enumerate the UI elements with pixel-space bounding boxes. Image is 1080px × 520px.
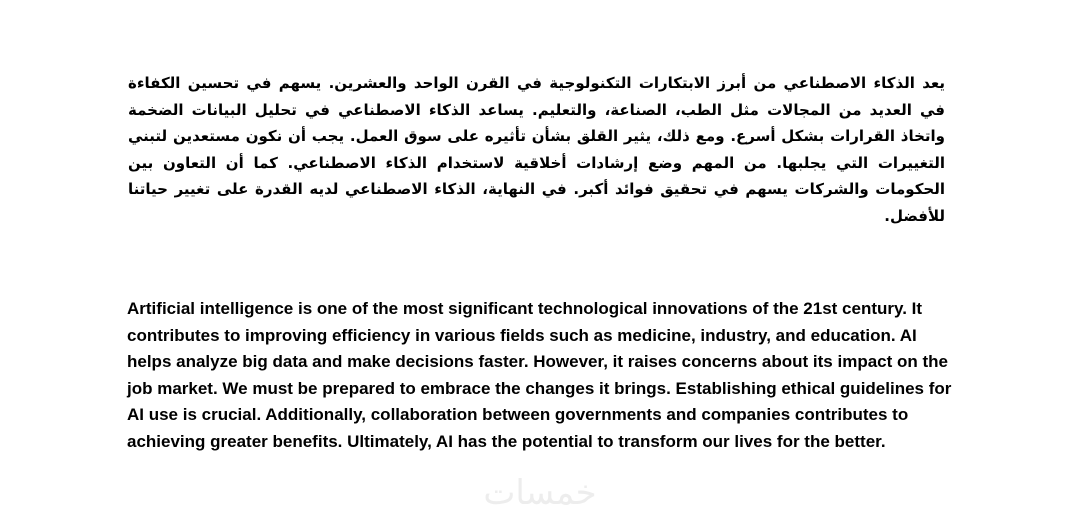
arabic-paragraph: يعد الذكاء الاصطناعي من أبرز الابتكارات التكنولوجية في القرن الواحد والعشرين. يسهم في تحسين الكفاءة في العديد من المجالات مثل الطب، الصناعة، والتعليم. يساعد الذكاء الاصطناعي في تحليل البيانات الضخمة واتخاذ القرارات بشكل أسرع. ومع ذلك، يثير القلق بشأن تأثيره على سوق العمل. يجب أن نكون مستعدين لتبني التغييرات التي يجلبها. من المهم وضع إرشادات أخلاقية لاستخدام الذكاء الاصطناعي. كما أن التعاون بين الحكومات والشركات يسهم في تحقيق فوائد أكبر. في النهاية، الذكاء الاصطناعي لديه القدرة على تغيير حياتنا للأفضل. bbox=[128, 74, 945, 225]
english-paragraph: Artificial intelligence is one of the most significant technological innovations of the 21st century. It contributes to improving efficiency in various fields such as medicine, industry, and education. AI helps analyze big data and make decisions faster. However, it raises concerns about its impact on the job market. We must be prepared to embrace the changes it brings. Establishing ethical guidelines for AI use is crucial. Additionally, collaboration between governments and companies contributes to achieving greater benefits. Ultimately, AI has the potential to transform our lives for the better. bbox=[127, 299, 952, 451]
watermark-logo: خمسات bbox=[483, 473, 597, 513]
